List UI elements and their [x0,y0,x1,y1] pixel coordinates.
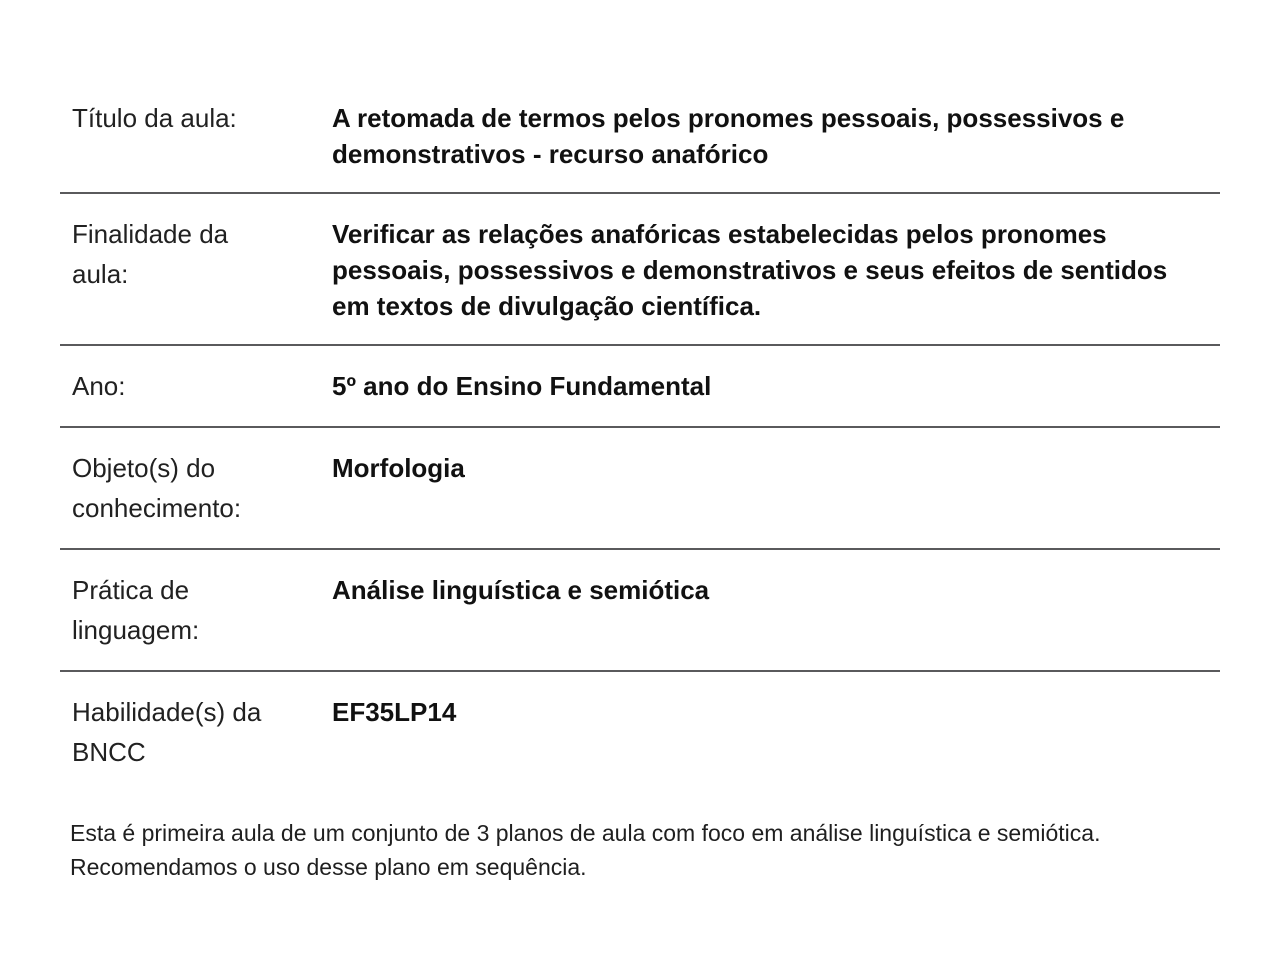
row-label: Objeto(s) do conhecimento: [72,453,242,523]
row-value: Análise linguística e semiótica [332,575,710,605]
row-label: Título da aula: [72,103,237,133]
row-value: EF35LP14 [332,697,457,727]
row-label: Ano: [72,371,126,401]
table-row-objeto-conhecimento [60,428,1220,550]
table-row-titulo [60,78,1220,194]
row-label: Finalidade da aula: [72,219,229,289]
table-row-finalidade [60,194,1220,346]
row-value: A retomada de termos pelos pronomes pessoais, possessivos e demonstrativos - recurso anafórico [332,103,1125,169]
table-row-pratica-linguagem [60,550,1220,672]
row-value: Morfologia [332,453,465,483]
row-label: Habilidade(s) da BNCC [72,697,262,767]
table-row-ano [60,346,1220,428]
row-value: Verificar as relações anafóricas estabelecidas pelos pronomes pessoais, possessivos e demonstrativos e seus efeitos de sentidos em textos de divulgação científica. [332,219,1168,321]
row-value: 5º ano do Ensino Fundamental [332,371,712,401]
lesson-info-table [60,78,1220,792]
table-row-habilidade-bncc [60,672,1220,792]
row-label: Prática de linguagem: [72,575,200,645]
footer-note: Esta é primeira aula de um conjunto de 3 planos de aula com foco em análise linguística e semiótica. Recomendamos o uso desse plano em sequência. [70,820,1101,880]
